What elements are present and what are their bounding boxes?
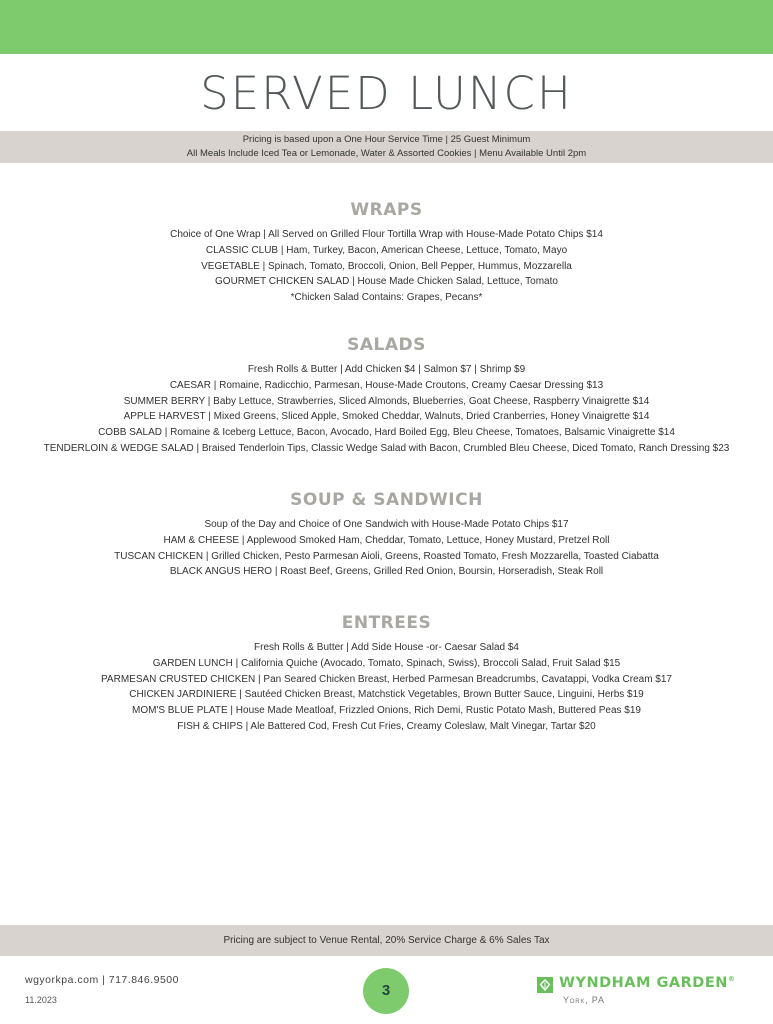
info-line: All Meals Include Iced Tea or Lemonade, Water & Assorted Cookies | Menu Available Until 2pm [186, 148, 587, 159]
section-soup-sandwich [0, 489, 773, 580]
brand-location: York, PA [563, 995, 605, 1005]
section-title: SALADS [347, 335, 426, 355]
menu-line: BLACK ANGUS HERO | Roast Beef, Greens, Grilled Red Onion, Boursin, Horseradish, Steak Roll [169, 566, 604, 578]
menu-line: Fresh Rolls & Butter | Add Chicken $4 | Salmon $7 | Shrimp $9 [247, 364, 526, 375]
menu-line: TENDERLOIN & WEDGE SALAD | Braised Tenderloin Tips, Classic Wedge Salad with Bacon, Crumbled Bleu Cheese, Diced Tomato, Ranch Dressing $23 [43, 442, 730, 454]
menu-line: TUSCAN CHICKEN | Grilled Chicken, Pesto Parmesan Aioli, Greens, Roasted Tomato, Fresh Mozzarella, Toasted Ciabatta [114, 550, 659, 562]
top-accent-bar [0, 0, 773, 54]
info-line: Pricing is based upon a One Hour Service Time | 25 Guest Minimum [242, 134, 531, 145]
menu-line: APPLE HARVEST | Mixed Greens, Sliced Apple, Smoked Cheddar, Walnuts, Dried Cranberries, Honey Vinaigrette $14 [123, 411, 650, 423]
menu-line: PARMESAN CRUSTED CHICKEN | Pan Seared Chicken Breast, Herbed Parmesan Breadcrumbs, Cavatappi, Vodka Cream $17 [101, 673, 672, 685]
section-title: ENTREES [341, 613, 432, 633]
section-salads [0, 334, 773, 457]
menu-line: Choice of One Wrap | All Served on Grilled Flour Tortilla Wrap with House-Made Potato Chips $14 [170, 229, 603, 240]
section-title: SOUP & SANDWICH [290, 490, 483, 510]
page-number-badge: 3 [363, 968, 409, 1014]
info-band [0, 131, 773, 163]
leaf-logo-icon [537, 977, 553, 993]
menu-line: Soup of the Day and Choice of One Sandwich with House-Made Potato Chips $17 [204, 519, 569, 530]
brand-name: WYNDHAM GARDEN® [559, 975, 736, 991]
section-entrees [0, 612, 773, 735]
menu-line: CAESAR | Romaine, Radicchio, Parmesan, House-Made Croutons, Creamy Caesar Dressing $13 [169, 379, 604, 391]
menu-line: VEGETABLE | Spinach, Tomato, Broccoli, Onion, Bell Pepper, Hummus, Mozzarella [201, 260, 572, 272]
menu-line: CLASSIC CLUB | Ham, Turkey, Bacon, American Cheese, Lettuce, Tomato, Mayo [205, 244, 568, 256]
menu-line: GARDEN LUNCH | California Quiche (Avocado, Tomato, Spinach, Swiss), Broccoli Salad, Fruit Salad $15 [152, 657, 621, 669]
menu-line: MOM'S BLUE PLATE | House Made Meatloaf, Frizzled Onions, Rich Demi, Rustic Potato Mash, Buttered Peas $19 [132, 705, 641, 717]
menu-line: HAM & CHEESE | Applewood Smoked Ham, Cheddar, Tomato, Lettuce, Honey Mustard, Pretzel Roll [163, 534, 610, 546]
menu-line: GOURMET CHICKEN SALAD | House Made Chicken Salad, Lettuce, Tomato [215, 276, 558, 288]
menu-line: CHICKEN JARDINIERE | Sautéed Chicken Breast, Matchstick Vegetables, Brown Butter Sauce, Linguini, Herbs $19 [129, 689, 644, 701]
menu-line: Fresh Rolls & Butter | Add Side House -or- Caesar Salad $4 [254, 642, 519, 653]
page-title: SERVED LUNCH [200, 67, 573, 120]
menu-line: SUMMER BERRY | Baby Lettuce, Strawberries, Sliced Almonds, Blueberries, Goat Cheese, Raspberry Vinaigrette $14 [123, 395, 650, 407]
footer-note: Pricing are subject to Venue Rental, 20% Service Charge & 6% Sales Tax [0, 925, 773, 956]
contact-info: wgyorkpa.com | 717.846.9500 [25, 974, 179, 986]
menu-line: FISH & CHIPS | Ale Battered Cod, Fresh Cut Fries, Creamy Coleslaw, Malt Vinegar, Tartar $20 [177, 720, 596, 732]
menu-line: *Chicken Salad Contains: Grapes, Pecans* [290, 292, 483, 304]
revision-date: 11.2023 [25, 995, 57, 1005]
section-title: WRAPS [350, 200, 423, 220]
menu-line: COBB SALAD | Romaine & Iceberg Lettuce, Bacon, Avocado, Hard Boiled Egg, Bleu Cheese, Tomatoes, Balsamic Vinaigrette $14 [98, 427, 675, 439]
section-wraps [0, 199, 773, 306]
